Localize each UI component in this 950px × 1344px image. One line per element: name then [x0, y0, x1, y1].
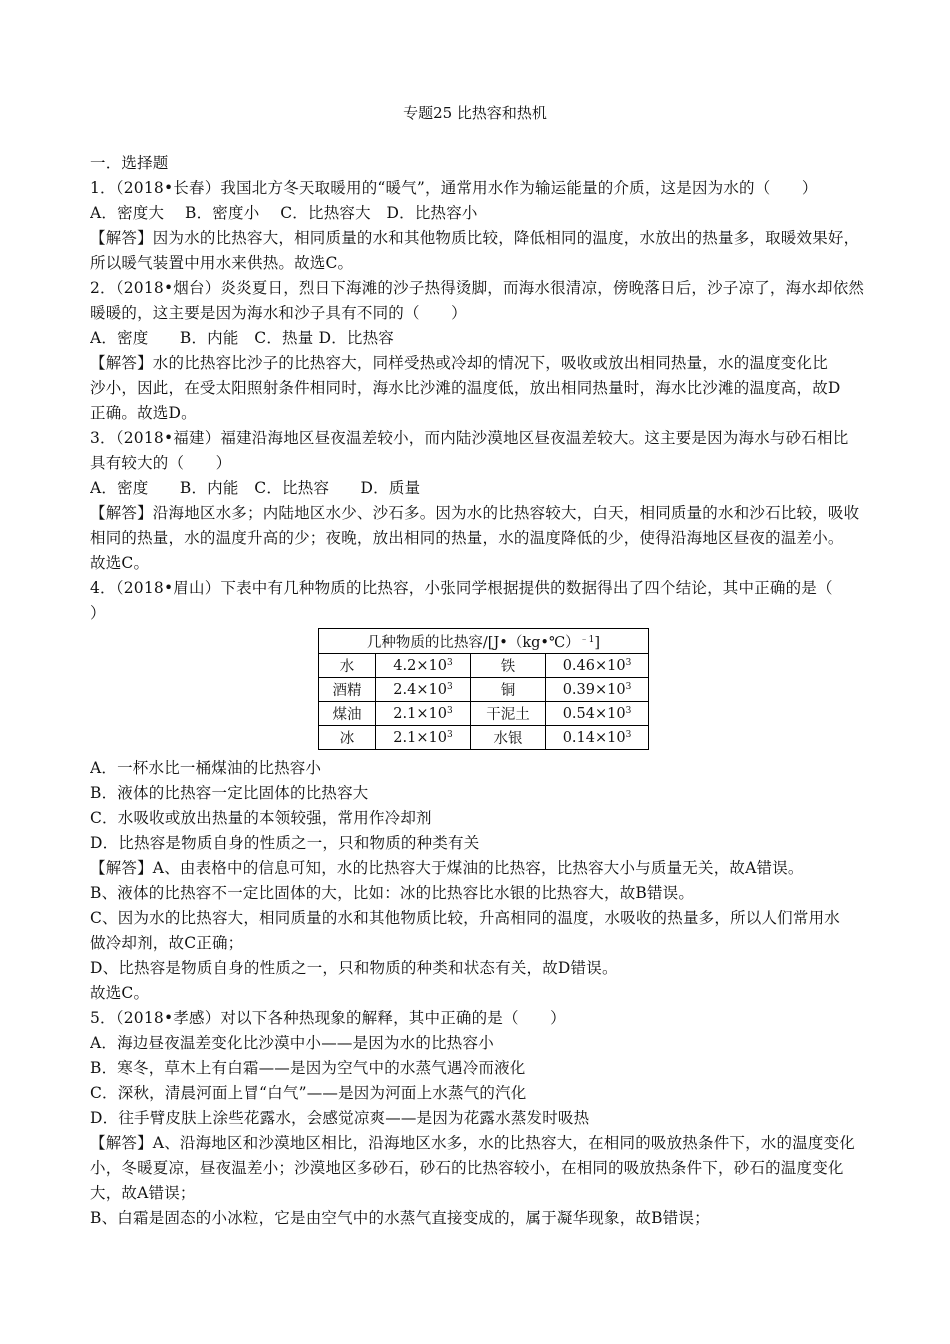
page-title: 专题25 比热容和热机: [403, 104, 547, 122]
table-row: [319, 702, 649, 726]
question-4-option-c: C．水吸收或放出热量的本领较强，常用作冷却剂: [90, 809, 432, 827]
question-2-answer: 正确。故选D。: [90, 404, 197, 422]
question-4-stem: ）: [90, 604, 106, 622]
table-row: [319, 654, 649, 678]
question-5-answer: 大，故A错误；: [90, 1184, 196, 1202]
question-5-option-c: C．深秋，清晨河面上冒“白气”——是因为河面上水蒸气的汽化: [90, 1084, 527, 1102]
specific-heat-value: $0.39\times 10^3$: [546, 678, 649, 702]
substance-name: 水银: [471, 726, 546, 750]
substance-name: 铜: [471, 678, 546, 702]
question-3-options: A．密度 B．内能 C．比热容 D．质量: [90, 479, 421, 497]
specific-heat-value: $2.4\times 10^3$: [376, 678, 471, 702]
question-4-answer: 做冷却剂，故C正确；: [90, 934, 244, 952]
question-2-answer: 沙小，因此，在受太阳照射条件相同时，海水比沙滩的温度低，放出相同热量时，海水比沙滩的温度高，故D: [90, 379, 841, 397]
question-4-answer: D、比热容是物质自身的性质之一，只和物质的种类和状态有关，故D错误。: [90, 959, 618, 977]
substance-name: 水: [319, 654, 376, 678]
question-4-option-b: B．液体的比热容一定比固体的比热容大: [90, 784, 369, 802]
question-4-answer: 【解答】A、由表格中的信息可知，水的比热容大于煤油的比热容，比热容大小与质量无关，故A错误。: [90, 859, 804, 877]
table-row: [319, 726, 649, 750]
specific-heat-table-wrap: [90, 626, 870, 756]
question-3-stem: 具有较大的（ ）: [90, 454, 232, 472]
specific-heat-table: [318, 628, 649, 750]
document-body: [90, 151, 870, 1231]
specific-heat-value: $4.2\times 10^3$: [376, 654, 471, 678]
question-3-answer: 【解答】沿海地区水多；内陆地区水少、沙石多。因为水的比热容较大，白天，相同质量的水和沙石比较，吸收: [90, 504, 860, 522]
question-5-answer: B、白霜是固态的小冰粒，它是由空气中的水蒸气直接变成的，属于凝华现象，故B错误；: [90, 1209, 710, 1227]
question-1-answer: 所以暖气装置中用水来供热。故选C。: [90, 254, 354, 272]
substance-name: 煤油: [319, 702, 376, 726]
question-2-options: A．密度 B．内能 C．热量 D．比热容: [90, 329, 394, 347]
question-2-answer: 【解答】水的比热容比沙子的比热容大，同样受热或冷却的情况下，吸收或放出相同热量，水的温度变化比: [90, 354, 828, 372]
table-row: [319, 678, 649, 702]
question-4-option-d: D．比热容是物质自身的性质之一，只和物质的种类有关: [90, 834, 480, 852]
question-5-option-a: A．海边昼夜温差变化比沙漠中小——是因为水的比热容小: [90, 1034, 494, 1052]
substance-name: 酒精: [319, 678, 376, 702]
question-4-answer: 故选C。: [90, 984, 150, 1002]
question-1-stem: 1．（2018•长春）我国北方冬天取暖用的“暖气”，通常用水作为输运能量的介质，这是因为水的（ ）: [90, 179, 818, 197]
question-2-stem: 2．（2018•烟台）炎炎夏日，烈日下海滩的沙子热得烫脚，而海水很清凉，傍晚落日后，沙子凉了，海水却依然: [90, 279, 865, 297]
question-5-answer: 【解答】A、沿海地区和沙漠地区相比，沿海地区水多，水的比热容大，在相同的吸放热条件下，水的温度变化: [90, 1134, 855, 1152]
question-5-option-b: B．寒冬，草木上有白霜——是因为空气中的水蒸气遇冷而液化: [90, 1059, 526, 1077]
specific-heat-value: $0.54\times 10^3$: [546, 702, 649, 726]
specific-heat-value: $2.1\times 10^3$: [376, 702, 471, 726]
specific-heat-value: $0.46\times 10^3$: [546, 654, 649, 678]
question-4-answer: C、因为水的比热容大，相同质量的水和其他物质比较，升高相同的温度，水吸收的热量多，所以人们常用水: [90, 909, 840, 927]
question-1-answer: 【解答】因为水的比热容大，相同质量的水和其他物质比较，降低相同的温度，水放出的热量多，取暖效果好，: [90, 229, 860, 247]
substance-name: 冰: [319, 726, 376, 750]
substance-name: 干泥土: [471, 702, 546, 726]
question-3-answer: 故选C。: [90, 554, 150, 572]
question-5-stem: 5．（2018•孝感）对以下各种热现象的解释，其中正确的是（ ）: [90, 1009, 566, 1027]
question-4-stem: 4．（2018•眉山）下表中有几种物质的比热容，小张同学根据提供的数据得出了四个结论，其中正确的是（: [90, 579, 833, 597]
table-header: 几种物质的比热容/[J•（kg•℃）$^{﹣1}$]: [319, 629, 649, 654]
question-3-answer: 相同的热量，水的温度升高的少；夜晚，放出相同的热量，水的温度降低的少，使得沿海地区昼夜的温差小。: [90, 529, 844, 547]
question-4-answer: B、液体的比热容不一定比固体的大，比如：冰的比热容比水银的比热容大，故B错误。: [90, 884, 695, 902]
question-5-option-d: D．往手臂皮肤上涂些花露水，会感觉凉爽——是因为花露水蒸发时吸热: [90, 1109, 590, 1127]
substance-name: 铁: [471, 654, 546, 678]
question-5-answer: 小，冬暖夏凉，昼夜温差小；沙漠地区多砂石，砂石的比热容较小，在相同的吸放热条件下，砂石的温度变化: [90, 1159, 844, 1177]
question-4-option-a: A．一杯水比一桶煤油的比热容小: [90, 759, 322, 777]
question-3-stem: 3．（2018•福建）福建沿海地区昼夜温差较小，而内陆沙漠地区昼夜温差较大。这主要是因为海水与砂石相比: [90, 429, 849, 447]
specific-heat-value: $2.1\times 10^3$: [376, 726, 471, 750]
section-heading: 一．选择题: [90, 154, 169, 172]
question-1-options: A．密度大 B．密度小 C．比热容大 D．比热容小: [90, 204, 478, 222]
specific-heat-value: $0.14\times 10^3$: [546, 726, 649, 750]
question-2-stem: 暖暖的，这主要是因为海水和沙子具有不同的（ ）: [90, 304, 467, 322]
